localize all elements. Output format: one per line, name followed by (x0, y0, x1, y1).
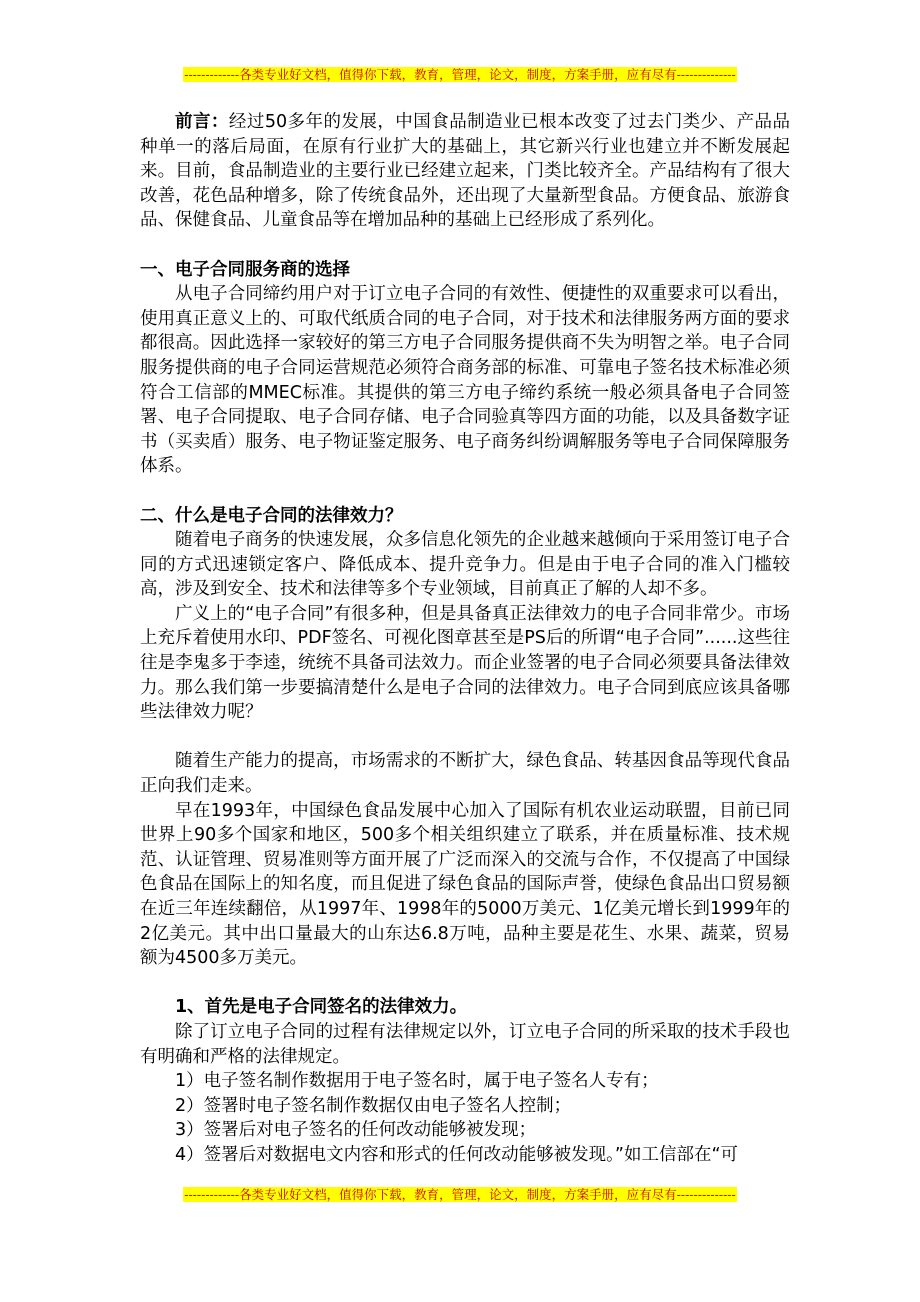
section1-heading: 一、电子合同服务商的选择 (140, 259, 350, 280)
spacer (140, 725, 790, 750)
top-banner (0, 67, 920, 83)
section1-paragraph: 从电子合同缔约用户对于订立电子合同的有效性、便捷性的双重要求可以看出，使用真正意义上的、可取代纸质合同的电子合同，对于技术和法律服务两方面的要求都很高。因此选择一家较好的第三方电子合同服务提供商不失为明智之举。电子合同服务提供商的电子合同运营规范必须符合商务部的标准、可靠电子签名技术标准必须符合工信部的MMEC标准。其提供的第三方电子缔约系统一般必须具备电子合同签署、电子合同提取、电子合同存储、电子合同验真等四方面的功能，以及具备数字证书（买卖盾）服务、电子物证鉴定服务、电子商务纠纷调解服务等电子合同保障服务体系。 (140, 284, 790, 477)
list-item: 3）签署后对电子签名的任何改动能够被发现； (175, 1120, 537, 1141)
spacer (140, 233, 790, 258)
list-item: 1）电子签名制作数据用于电子签名时，属于电子签名人专有； (175, 1071, 659, 1092)
preface-label: 前言： (175, 112, 229, 132)
list-item: 4）签署后对数据电文内容和形式的任何改动能够被发现。”如工信部在“可 (175, 1144, 739, 1165)
subsection1-intro: 除了订立电子合同的过程有法律规定以外，订立电子合同的所采取的技术手段也有明确和严格的法律规定。 (140, 1021, 790, 1067)
green-paragraph-2: 早在1993年，中国绿色食品发展中心加入了国际有机农业运动联盟，目前已同世界上90多个国家和地区，500多个相关组织建立了联系，并在质量标准、技术规范、认证管理、贸易准则等方面开展了广泛而深入的交流与合作，不仅提高了中国绿色食品在国际上的知名度，而且促进了绿色食品的国际声誉，使绿色食品出口贸易额在近三年连续翻倍，从1997年、1998年的5000万美元、1亿美元增长到1999年的2亿美元。其中出口量最大的山东达6.8万吨，品种主要是花生、水果、蔬菜，贸易额为4500多万美元。 (140, 800, 790, 969)
spacer (140, 971, 790, 996)
section2-paragraph-2: 广义上的“电子合同”有很多种，但是具备真正法律效力的电子合同非常少。市场上充斥着使用水印、PDF签名、可视化图章甚至是PS后的所谓“电子合同”......这些往往是李鬼多于李逵，统统不具备司法效力。而企业签署的电子合同必须要具备法律效力。那么我们第一步要搞清楚什么是电子合同的法律效力。电子合同到底应该具备哪些法律效力呢？ (140, 603, 790, 723)
subsection1-heading: 1、首先是电子合同签名的法律效力。 (175, 997, 468, 1018)
bottom-banner-text: -------------各类专业好文档，值得你下载，教育，管理，论文，制度，方案手册，应有尽有-------------- (184, 1187, 736, 1202)
bottom-banner (0, 1187, 920, 1203)
section2-heading: 二、什么是电子合同的法律效力？ (140, 505, 403, 526)
spacer (140, 479, 790, 504)
green-paragraph-1: 随着生产能力的提高，市场需求的不断扩大，绿色食品、转基因食品等现代食品正向我们走来。 (140, 751, 790, 797)
top-banner-text: -------------各类专业好文档，值得你下载，教育，管理，论文，制度，方案手册，应有尽有-------------- (184, 67, 736, 82)
document-body (140, 110, 790, 1168)
list-item: 2）签署时电子签名制作数据仅由电子签名人控制； (175, 1095, 572, 1116)
section2-paragraph-1: 随着电子商务的快速发展，众多信息化领先的企业越来越倾向于采用签订电子合同的方式迅速锁定客户、降低成本、提升竞争力。但是由于电子合同的准入门槛较高，涉及到安全、技术和法律等多个专业领域，目前真正了解的人却不多。 (140, 530, 790, 600)
preface-text: 经过50多年的发展，中国食品制造业已根本改变了过去门类少、产品品种单一的落后局面，在原有行业扩大的基础上，其它新兴行业也建立并不断发展起来。目前，食品制造业的主要行业已经建立起来，门类比较齐全。产品结构有了很大改善，花色品种增多，除了传统食品外，还出现了大量新型食品。方便食品、旅游食品、保健食品、儿童食品等在增加品种的基础上已经形成了系列化。 (140, 112, 790, 231)
preface-paragraph (140, 110, 790, 233)
